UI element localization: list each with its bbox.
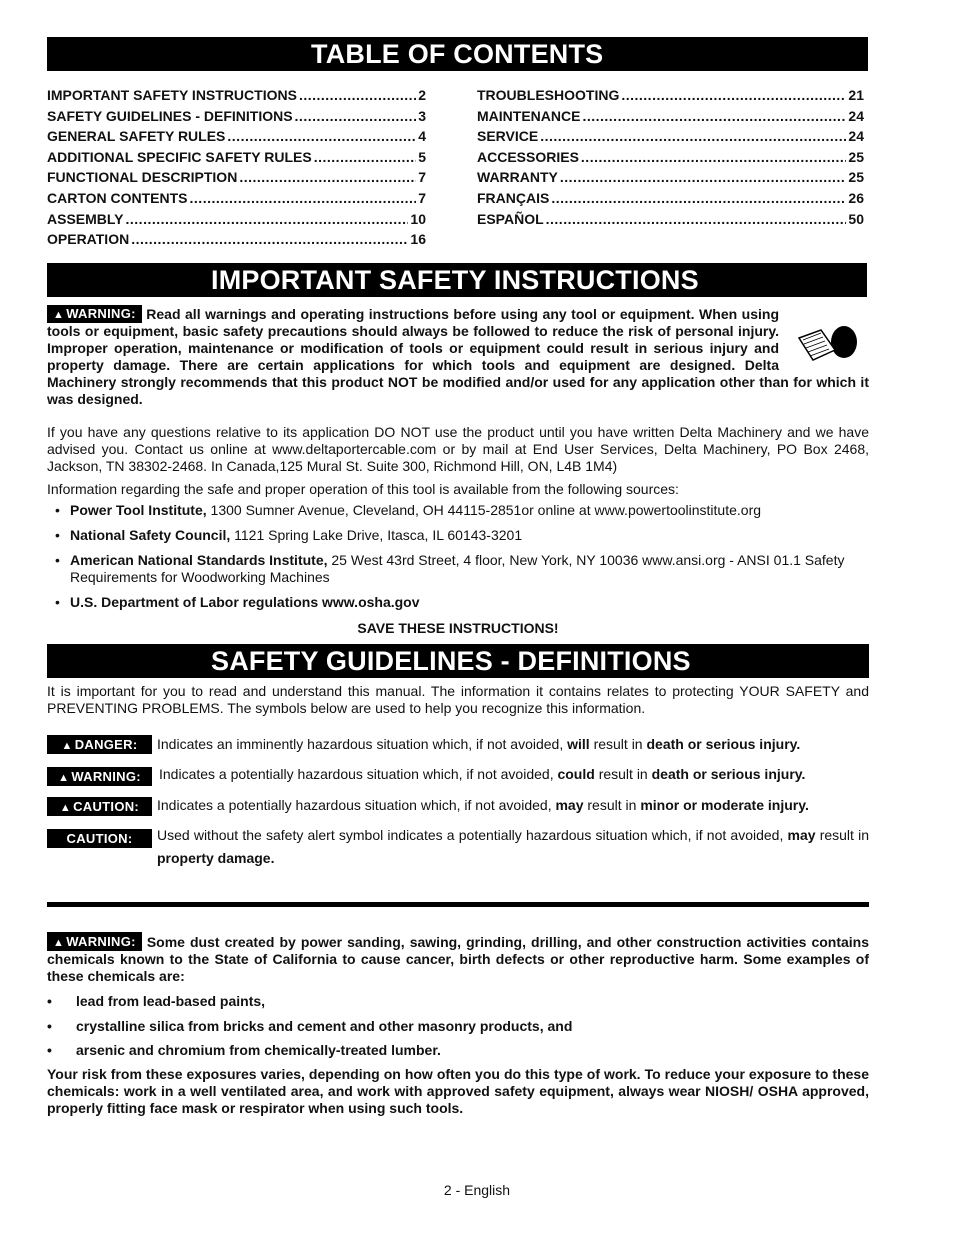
- toc-entry[interactable]: ESPAÑOL ..... 50: [477, 209, 864, 230]
- toc-entry[interactable]: FUNCTIONAL DESCRIPTION ..... 7: [47, 167, 426, 188]
- page-footer: 2 - English: [443, 1182, 511, 1198]
- toc-entry[interactable]: ACCESSORIES ..... 25: [477, 147, 864, 168]
- warning-badge: ▲ WARNING:: [47, 932, 142, 951]
- toc-entry[interactable]: CARTON CONTENTS ..... 7: [47, 188, 426, 209]
- warning-badge: ▲ WARNING:: [47, 767, 152, 786]
- alert-triangle-icon: ▲: [58, 772, 70, 784]
- isi-questions: If you have any questions relative to its application DO NOT use the product until you have written Delta Machinery and we have advised you. Contact us online at www.deltaportercable.com or by mail at End User Services, Delta Machinery, PO Box 2468, Jackson, TN 38302-2468. In Canada,125 Mural St. Suite 300, Richmond Hill, ON, L4B 1M4): [47, 424, 869, 474]
- toc-right-column: [477, 85, 864, 229]
- toc-entry[interactable]: ADDITIONAL SPECIFIC SAFETY RULES ..... 5: [47, 147, 426, 168]
- toc-title: TABLE OF CONTENTS: [47, 37, 868, 71]
- sgd-title: SAFETY GUIDELINES - DEFINITIONS: [47, 644, 869, 678]
- alert-triangle-icon: ▲: [61, 740, 73, 752]
- toc-entry[interactable]: OPERATION ..... 16: [47, 229, 426, 250]
- toc-entry[interactable]: IMPORTANT SAFETY INSTRUCTIONS ..... 2: [47, 85, 426, 106]
- toc-entry[interactable]: WARRANTY ..... 25: [477, 167, 864, 188]
- toc-entry[interactable]: ASSEMBLY ..... 10: [47, 209, 426, 230]
- alert-triangle-icon: ▲: [53, 309, 65, 321]
- isi-title: IMPORTANT SAFETY INSTRUCTIONS: [47, 263, 867, 297]
- toc-entry[interactable]: MAINTENANCE ..... 24: [477, 106, 864, 127]
- caution-badge: ▲ CAUTION:: [47, 797, 152, 816]
- chemical-warning: ▲ WARNING: Some dust created by power sanding, sawing, grinding, drilling, and other construction activities contains chemicals known to the State of California to cause cancer, birth defects or other reproductive harm. Some examples of these chemicals are:: [47, 934, 870, 984]
- toc-entry[interactable]: TROUBLESHOOTING ..... 21: [477, 85, 864, 106]
- exposure-risk: Your risk from these exposures varies, depending on how often you do this type of work. To reduce your exposure to these chemicals: work in a well ventilated area, and work with approved safety equipment, always wear NIOSH/ OSHA approved, properly fitting face mask or respirator when using such tools.: [47, 1066, 869, 1116]
- alert-triangle-icon: ▲: [53, 937, 65, 949]
- toc-entry[interactable]: FRANÇAIS ..... 26: [477, 188, 864, 209]
- toc-entry[interactable]: SERVICE ..... 24: [477, 126, 864, 147]
- sgd-intro: It is important for you to read and understand this manual. The information it contains relates to protecting YOUR SAFETY and PREVENTING PROBLEMS. The symbols below are used to help you recognize this information.: [47, 683, 869, 716]
- toc-entry[interactable]: GENERAL SAFETY RULES ..... 4: [47, 126, 426, 147]
- danger-badge: ▲ DANGER:: [47, 735, 152, 754]
- isi-warning: ▲ WARNING: Read all warnings and operating instructions before using any tool or equipment. When using tools or equipment, basic safety precautions should always be followed to reduce the risk of personal injury. Improper operation, maintenance or modification of tools or equipment could result in serious injury and property damage. There are certain applications for which tools and equipment are designed. Delta Machinery strongly recommends that this product NOT be modified and/or used for any application other than for which it was designed.: [47, 306, 869, 407]
- caution-badge-no-alert: CAUTION:: [47, 829, 152, 848]
- toc-entry[interactable]: SAFETY GUIDELINES - DEFINITIONS ..... 3: [47, 106, 426, 127]
- toc-left-column: [47, 85, 426, 250]
- save-instructions: SAVE THESE INSTRUCTIONS!: [357, 620, 559, 636]
- section-divider: [47, 902, 869, 907]
- alert-triangle-icon: ▲: [59, 802, 72, 814]
- isi-info: Information regarding the safe and proper operation of this tool is available from the following sources:: [47, 481, 679, 497]
- warning-badge: ▲ WARNING:: [47, 305, 142, 323]
